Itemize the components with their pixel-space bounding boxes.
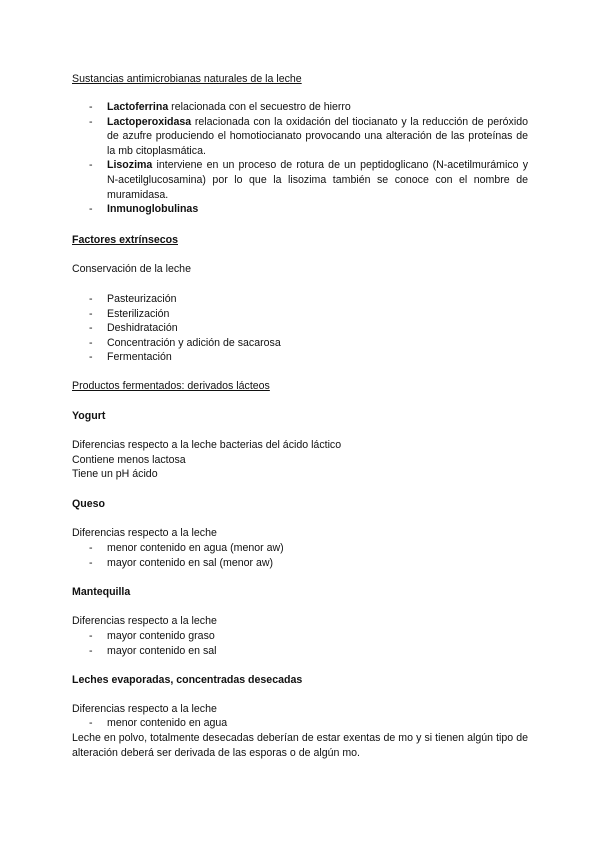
antimicrobial-heading: Sustancias antimicrobianas naturales de la leche — [72, 73, 302, 85]
mantequilla-title: Mantequilla — [72, 586, 131, 598]
leches-title: Leches evaporadas, concentradas desecadas — [72, 674, 303, 686]
list-item: - menor contenido en agua (menor aw) — [89, 542, 284, 554]
conservation-list — [72, 292, 528, 365]
queso-list — [72, 541, 528, 570]
yogurt-lines: Diferencias respecto a la leche bacterias del ácido láctico Contiene menos lactosa Tiene un pH ácido — [72, 439, 342, 481]
list-item: - Deshidratación — [89, 322, 178, 335]
leches-list — [72, 716, 528, 731]
list-item: - Inmunoglobulinas — [89, 203, 199, 216]
extrinsic-heading: Factores extrínsecos — [72, 234, 178, 246]
list-item: - mayor contenido en sal (menor aw) — [89, 556, 274, 569]
list-item: - Lisozima interviene en un proceso de rotura de un peptidoglicano (N-acetilmurámico y N-acetilglucosamina) por lo que la lisozima también se conoce con el nombre de muramidasa. — [89, 159, 528, 201]
extrinsic-subheading: Conservación de la leche — [72, 263, 191, 275]
list-item: - mayor contenido graso — [89, 630, 215, 642]
list-item: - Fermentación — [89, 351, 172, 364]
list-item: - Lactoperoxidasa relacionada con la oxidación del tiocianato y la reducción de peróxido de azufre produciendo el homotiocianato provocando una alteración de las proteínas de la mb citoplasmática. — [89, 115, 528, 157]
queso-intro: Diferencias respecto a la leche — [72, 527, 217, 539]
list-item: - Pasteurización — [89, 293, 177, 305]
list-item: - Lactoferrina relacionada con el secuestro de hierro — [89, 101, 351, 113]
list-item: - Esterilización — [89, 307, 170, 320]
list-item: - menor contenido en agua — [89, 717, 228, 729]
leches-intro: Diferencias respecto a la leche — [72, 703, 217, 715]
mantequilla-intro: Diferencias respecto a la leche — [72, 615, 217, 627]
list-item: - Concentración y adición de sacarosa — [89, 336, 281, 349]
yogurt-title: Yogurt — [72, 410, 106, 422]
antimicrobial-list — [72, 100, 528, 217]
fermented-heading: Productos fermentados: derivados lácteos — [72, 380, 270, 392]
mantequilla-list — [72, 629, 528, 658]
queso-title: Queso — [72, 498, 105, 510]
leches-paragraph: Leche en polvo, totalmente desecadas deberían de estar exentas de mo y si tienen algún tipo de alteración deberá ser derivada de las esporas o de algún mo. — [72, 732, 528, 759]
list-item: - mayor contenido en sal — [89, 644, 217, 657]
